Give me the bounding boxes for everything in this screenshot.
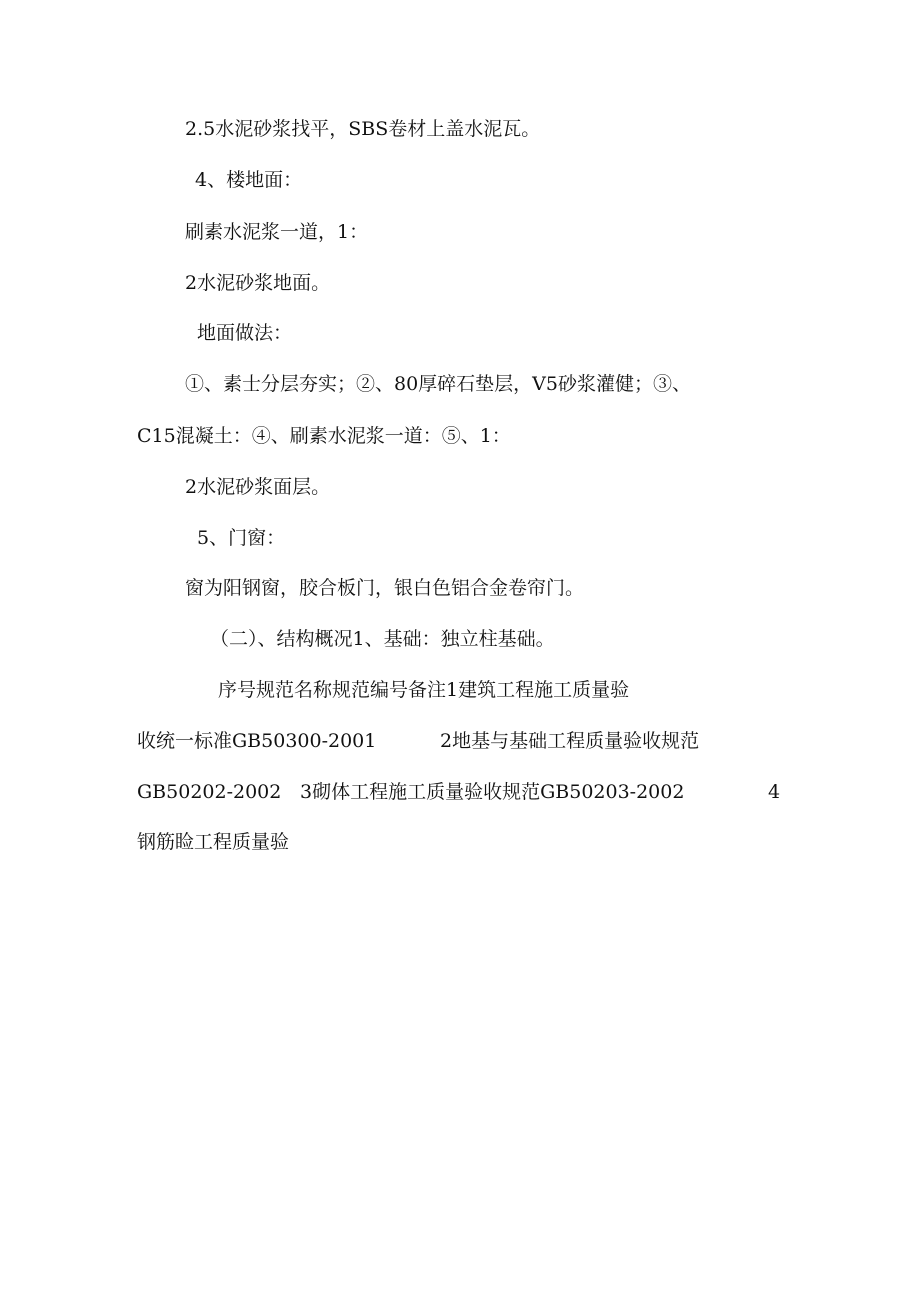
text-line-ground-1: ①、素士分层夯实；②、80厚碎石垫层，V5砂浆灌健；③、 (185, 373, 691, 395)
text-line-standards-3b: 3砌体工程施工质量验收规范GB50203-2002 (300, 781, 685, 803)
text-line-standards-2b: 2地基与基础工程质量验收规范 (440, 730, 700, 752)
text-line-standards-3a: GB50202-2002 (137, 781, 282, 803)
text-line-ground-2: C15混凝土：④、刷素水泥浆一道：⑤、1： (137, 425, 511, 447)
text-line-roof-finish: 2.5水泥砂浆找平，SBS卷材上盖水泥瓦。 (185, 118, 541, 140)
text-line-doors-windows: 窗为阳钢窗，胶合板门，银白色铝合金卷帘门。 (185, 577, 585, 599)
text-line-standards-3c: 4 (768, 781, 781, 803)
heading-ground-method: 地面做法： (197, 322, 293, 344)
heading-floor: 4、楼地面： (195, 169, 303, 191)
text-line-floor-2: 2水泥砂浆地面。 (185, 272, 331, 294)
text-line-ground-3: 2水泥砂浆面层。 (185, 476, 331, 498)
text-line-standards-4: 钢筋睑工程质量验 (137, 831, 290, 853)
text-line-standards-2a: 收统一标准GB50300-2001 (137, 730, 377, 752)
text-line-floor-1: 刷素水泥浆一道，1： (185, 221, 369, 243)
heading-doors-windows: 5、门窗： (197, 527, 286, 549)
text-line-standards-1: 序号规范名称规范编号备注1建筑工程施工质量验 (218, 679, 630, 701)
heading-structure: （二）、结构概况1、基础：独立柱基础。 (210, 628, 555, 650)
